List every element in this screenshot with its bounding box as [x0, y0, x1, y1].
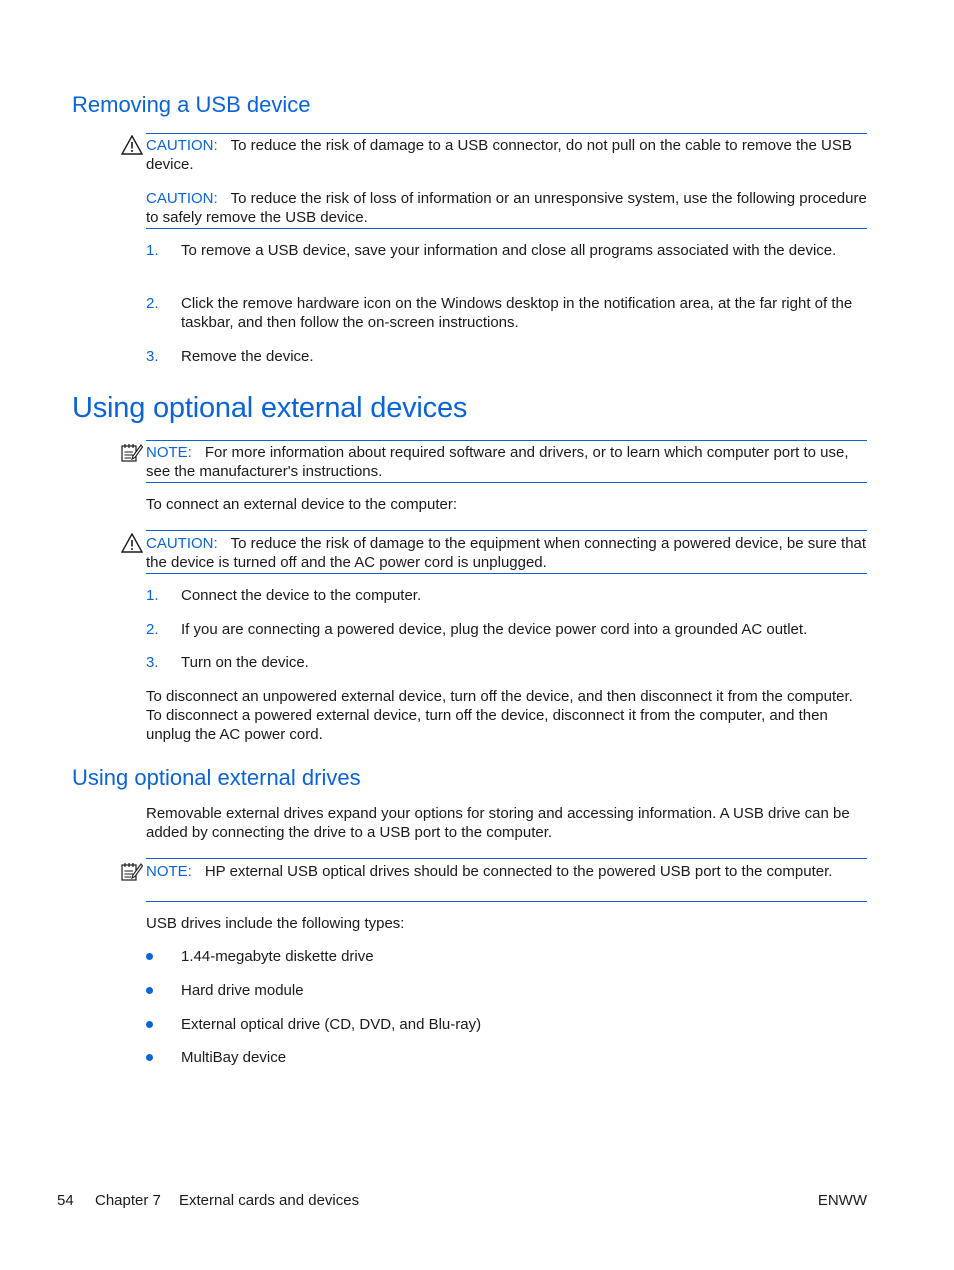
note-label: NOTE:	[146, 863, 192, 880]
list-item	[146, 620, 861, 639]
section-heading-external-devices: Using optional external devices	[72, 392, 468, 424]
step-text: To remove a USB device, save your information and close all programs associated with the device.	[181, 242, 837, 259]
bullet-icon	[146, 953, 153, 960]
step-text: Connect the device to the computer.	[181, 587, 422, 604]
list-item	[146, 981, 861, 1000]
list-item	[146, 294, 861, 332]
note-callout	[146, 858, 867, 902]
bullet-icon	[146, 1021, 153, 1028]
list-item	[146, 1015, 861, 1034]
paragraph: USB drives include the following types:	[146, 915, 405, 932]
note-text: For more information about required software and drivers, or to learn which computer port to use, see the manufacturer's instructions.	[146, 444, 849, 480]
bullet-text: 1.44-megabyte diskette drive	[181, 948, 374, 965]
page-number: 54	[57, 1192, 74, 1209]
step-number: 3.	[146, 654, 159, 671]
bullet-text: External optical drive (CD, DVD, and Blu-ray)	[181, 1016, 482, 1033]
step-number: 2.	[146, 295, 159, 312]
note-label: NOTE:	[146, 444, 192, 461]
note-text: HP external USB optical drives should be connected to the powered USB port to the computer.	[204, 863, 833, 880]
step-number: 3.	[146, 348, 159, 365]
caution-text: To reduce the risk of damage to the equipment when connecting a powered device, be sure that the device is turned off and the AC power cord is unplugged.	[146, 535, 867, 571]
step-number: 2.	[146, 621, 159, 638]
caution-item	[146, 534, 867, 572]
note-pad-icon	[121, 861, 143, 881]
caution-label: CAUTION:	[146, 190, 218, 207]
list-item	[146, 586, 861, 605]
note-item	[146, 862, 867, 881]
bullet-icon	[146, 1054, 153, 1061]
footer-chapter: Chapter 7	[95, 1192, 161, 1209]
step-text: Remove the device.	[181, 348, 314, 365]
note-item	[146, 443, 867, 481]
paragraph: Removable external drives expand your options for storing and accessing information. A USB drive can be added by connecting the drive to a USB port to the computer.	[146, 805, 850, 841]
step-text: Click the remove hardware icon on the Windows desktop in the notification area, at the far right of the taskbar, and then follow the on-screen instructions.	[181, 295, 853, 331]
bullet-text: Hard drive module	[181, 982, 304, 999]
list-item	[146, 241, 861, 260]
step-number: 1.	[146, 242, 159, 259]
list-item	[146, 947, 861, 966]
bullet-text: MultiBay device	[181, 1049, 287, 1066]
caution-callout	[146, 530, 867, 574]
caution-item	[146, 136, 867, 174]
caution-text: To reduce the risk of loss of information or an unresponsive system, use the following procedure to safely remove the USB device.	[146, 190, 867, 226]
list-item	[146, 1048, 861, 1067]
caution-text: To reduce the risk of damage to a USB connector, do not pull on the cable to remove the USB device.	[146, 137, 852, 173]
footer-enww: ENWW	[817, 1192, 867, 1209]
note-callout	[146, 440, 867, 483]
paragraph: To connect an external device to the computer:	[146, 496, 458, 513]
list-item	[146, 347, 861, 366]
step-text: If you are connecting a powered device, plug the device power cord into a grounded AC outlet.	[181, 621, 808, 638]
step-text: Turn on the device.	[181, 654, 309, 671]
caution-label: CAUTION:	[146, 535, 218, 552]
note-pad-icon	[121, 442, 143, 462]
section-heading-external-drives: Using optional external drives	[72, 765, 361, 790]
footer-chapter-title: External cards and devices	[179, 1192, 360, 1209]
paragraph: To disconnect an unpowered external device, turn off the device, and then disconnect it from the computer. To disconnect a powered external device, turn off the device, disconnect it from the computer, and then unplug the AC power cord.	[146, 688, 853, 743]
caution-label: CAUTION:	[146, 137, 218, 154]
section-heading-removing-usb: Removing a USB device	[72, 92, 311, 117]
bullet-icon	[146, 987, 153, 994]
caution-callout	[146, 133, 867, 229]
list-item	[146, 653, 861, 672]
step-number: 1.	[146, 587, 159, 604]
caution-item	[146, 189, 867, 227]
warning-triangle-icon	[121, 533, 143, 553]
warning-triangle-icon	[121, 135, 143, 155]
